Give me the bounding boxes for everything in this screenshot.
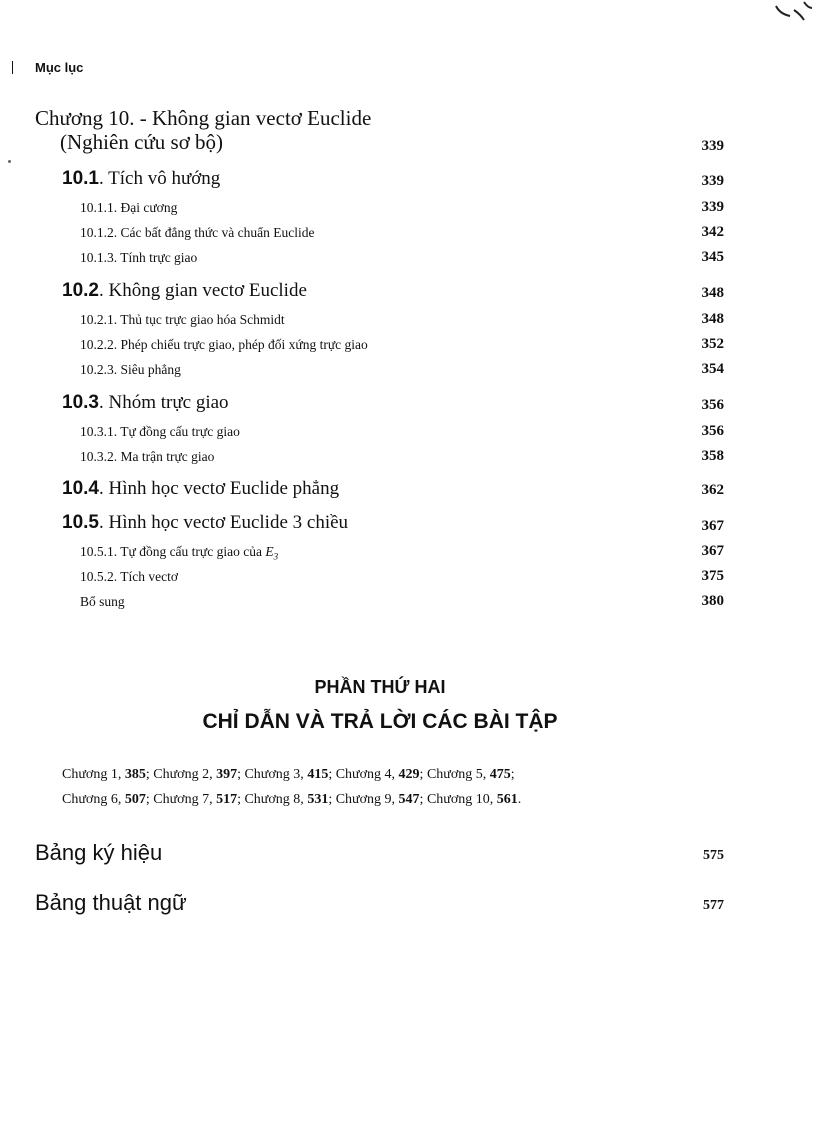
answer-sep: ;: [145, 767, 154, 782]
answer-chapter: Chương 5,: [426, 767, 490, 782]
answers-line: [62, 767, 515, 783]
answer-chapter: Chương 1,: [62, 767, 125, 782]
answer-page: 397: [216, 767, 238, 782]
subsection-title: 10.2.1. Thủ tục trực giao hóa Schmidt: [80, 312, 285, 327]
chapter-title-line2: (Nghiên cứu sơ bộ): [60, 130, 224, 154]
index-page: 575: [703, 848, 724, 863]
subsection-title: 10.1.3. Tính trực giao: [80, 250, 198, 265]
answer-chapter: Chương 3,: [244, 767, 308, 782]
answer-chapter: Chương 6,: [62, 792, 125, 807]
answer-chapter: Chương 8,: [244, 792, 308, 807]
answer-chapter: Chương 7,: [153, 792, 217, 807]
running-header: Mục lục: [35, 60, 84, 75]
math-subscript: 3: [273, 551, 279, 562]
subsection-title: 10.1.2. Các bất đẳng thức và chuẩn Euclide: [80, 225, 315, 240]
subsection-page: 380: [701, 593, 724, 609]
answer-page: 415: [307, 767, 329, 782]
subsection-page: 367: [701, 543, 724, 559]
header-rule: [12, 61, 13, 74]
subsection-title: 10.5.2. Tích vectơ: [80, 569, 178, 584]
answer-sep: .: [517, 792, 522, 807]
answer-chapter: Chương 2,: [153, 767, 217, 782]
section-title: . Không gian vectơ Euclide: [98, 280, 307, 301]
answer-chapter: Chương 9,: [335, 792, 399, 807]
subsection-page: 345: [701, 249, 724, 265]
answer-chapter: Chương 4,: [335, 767, 399, 782]
section-title: . Hình học vectơ Euclide 3 chiều: [98, 512, 349, 533]
answer-sep: ;: [237, 767, 245, 782]
section-title: . Nhóm trực giao: [98, 392, 229, 413]
answer-sep: ;: [328, 767, 336, 782]
answer-sep: ;: [419, 792, 427, 807]
answer-page: 561: [496, 792, 518, 807]
answer-page: 547: [398, 792, 420, 807]
subsection-title: Bổ sung: [80, 594, 125, 609]
answer-sep: ;: [328, 792, 336, 807]
subsection-title: 10.1.1. Đại cương: [80, 200, 178, 215]
answers-line: [62, 792, 521, 808]
subsection-page: 342: [701, 224, 724, 240]
section-number: 10.1: [62, 168, 99, 189]
section-row: [62, 478, 339, 500]
index-title: Bảng ký hiệu: [35, 840, 163, 865]
subsection-page: 348: [701, 311, 724, 327]
subsection-title: 10.5.1. Tự đồng cấu trực giao của: [80, 544, 266, 559]
answer-page: 475: [489, 767, 511, 782]
subsection-title: 10.2.2. Phép chiếu trực giao, phép đối xứng trực giao: [80, 337, 368, 352]
answer-sep: ;: [510, 767, 515, 782]
answer-page: 429: [398, 767, 420, 782]
subsection-title: 10.3.1. Tự đồng cấu trực giao: [80, 424, 240, 439]
answer-page: 385: [124, 767, 146, 782]
answer-sep: ;: [419, 767, 427, 782]
index-title: Bảng thuật ngữ: [35, 890, 187, 915]
subsection-page: 356: [701, 423, 724, 439]
answer-sep: ;: [145, 792, 154, 807]
part-heading: PHẦN THỨ HAI: [314, 677, 446, 697]
section-number: 10.2: [62, 280, 99, 301]
subsection-page: 339: [701, 199, 724, 215]
subsection-row: [80, 544, 278, 562]
section-number: 10.4: [62, 478, 99, 499]
section-page: 339: [701, 173, 724, 189]
scan-dot: [8, 160, 11, 163]
answer-sep: ;: [237, 792, 245, 807]
section-number: 10.3: [62, 392, 99, 413]
subsection-title: 10.3.2. Ma trận trực giao: [80, 449, 215, 464]
section-page: 362: [701, 482, 724, 498]
section-row: [62, 280, 307, 302]
chapter-title-line1: Chương 10. - Không gian vectơ Euclide: [35, 106, 372, 130]
section-title: . Tích vô hướng: [98, 168, 221, 189]
answer-page: 531: [307, 792, 329, 807]
section-row: [62, 512, 348, 534]
section-row: [62, 392, 229, 414]
subsection-page: 358: [701, 448, 724, 464]
subsection-page: 352: [701, 336, 724, 352]
section-title: . Hình học vectơ Euclide phẳng: [98, 478, 340, 499]
section-page: 367: [701, 518, 724, 534]
section-page: 348: [701, 285, 724, 301]
answer-page: 517: [216, 792, 238, 807]
index-page: 577: [703, 898, 724, 913]
subsection-title: 10.2.3. Siêu phẳng: [80, 362, 181, 377]
part-subheading: CHỈ DẪN VÀ TRẢ LỜI CÁC BÀI TẬP: [202, 710, 558, 733]
subsection-page: 375: [701, 568, 724, 584]
chapter-page: 339: [701, 138, 724, 154]
section-page: 356: [701, 397, 724, 413]
answer-page: 507: [124, 792, 146, 807]
corner-stamp-mark: [770, 0, 816, 24]
subsection-page: 354: [701, 361, 724, 377]
section-number: 10.5: [62, 512, 99, 533]
section-row: [62, 168, 220, 190]
math-symbol: E: [265, 544, 274, 559]
answer-chapter: Chương 10,: [426, 792, 497, 807]
